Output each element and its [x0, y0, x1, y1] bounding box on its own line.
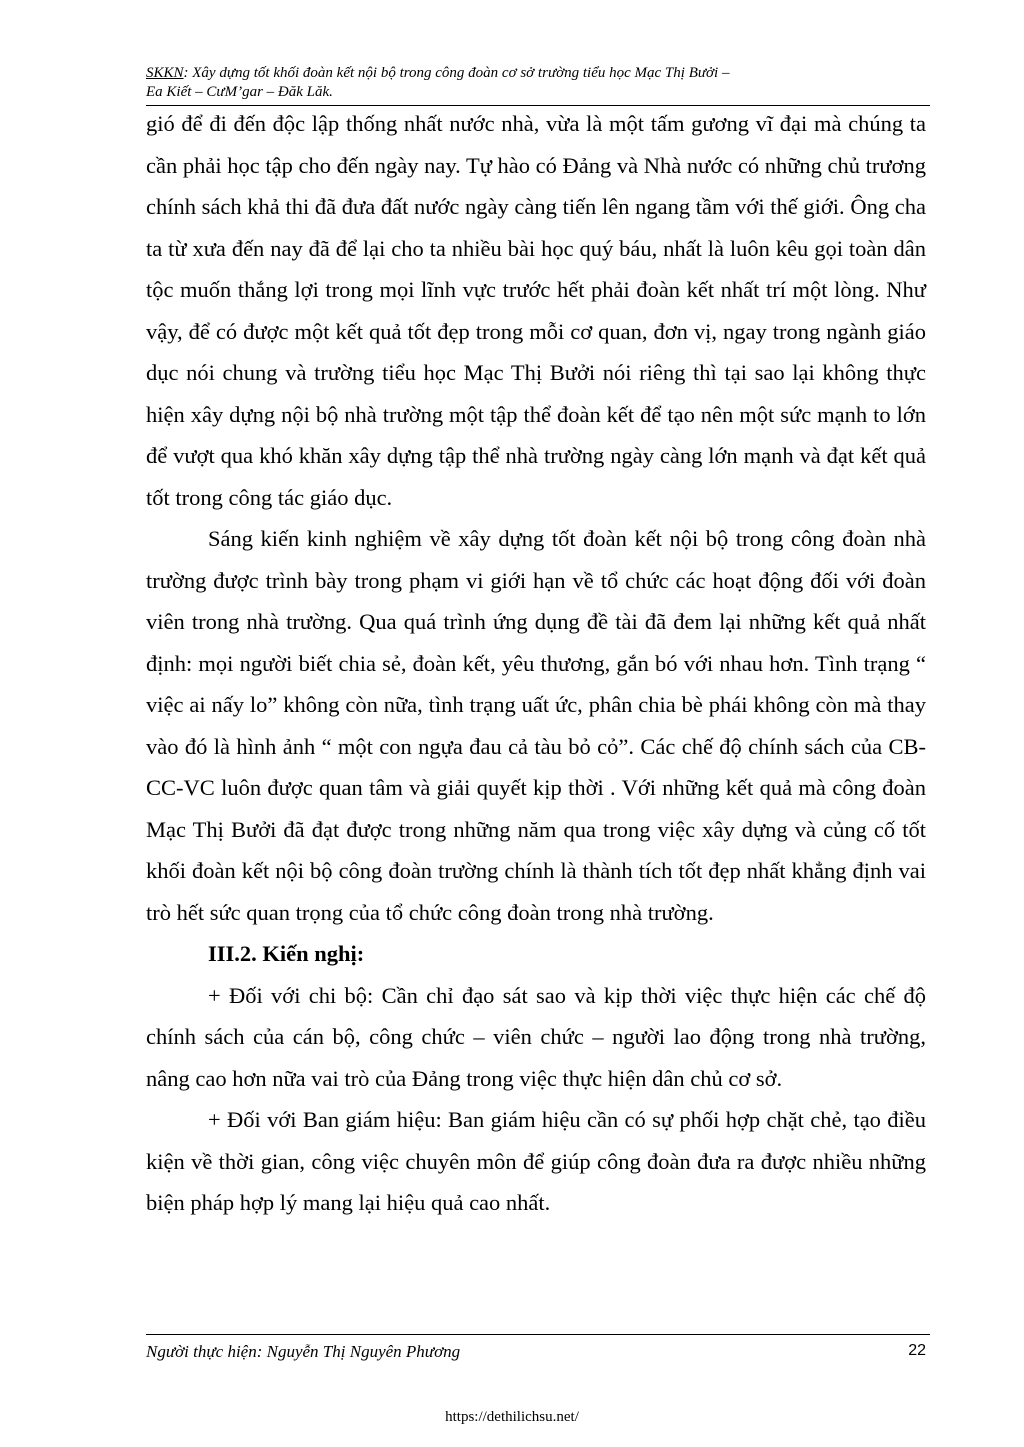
paragraph-3: + Đối với chi bộ: Cần chỉ đạo sát sao và kịp thời việc thực hiện các chế độ chính sách của cán bộ, công chức – viên chức – người lao động trong nhà trường, nâng cao hơn nữa vai trò của Đảng trong việc thực hiện dân chủ cơ sở.: [146, 982, 926, 1091]
paragraph-1: gió để đi đến độc lập thống nhất nước nhà, vừa là một tấm gương vĩ đại mà chúng ta cần phải học tập cho đến ngày nay. Tự hào có Đảng và Nhà nước có những chủ trương chính sách khả thi đã đưa đất nước ngày càng tiến lên ngang tầm với thế giới. Ông cha ta từ xưa đến nay đã để lại cho ta nhiều bài học quý báu, nhất là luôn kêu gọi toàn dân tộc muốn thắng lợi trong mọi lĩnh vực trước hết phải đoàn kết nhất trí một lòng. Như vậy, để có được một kết quả tốt đẹp trong mỗi cơ quan, đơn vị, ngay trong ngành giáo dục nói chung và trường tiểu học Mạc Thị Bưởi nói riêng thì tại sao lại không thực hiện xây dựng nội bộ nhà trường một tập thể đoàn kết để tạo nên một sức mạnh to lớn để vượt qua khó khăn xây dựng tập thể nhà trường ngày càng lớn mạnh và đạt kết quả tốt trong công tác giáo dục.: [146, 111, 926, 510]
paragraph-4: + Đối với Ban giám hiệu: Ban giám hiệu cần có sự phối hợp chặt chẻ, tạo điều kiện về thời gian, công việc chuyên môn để giúp công đoàn đưa ra được nhiều những biện pháp hợp lý mang lại hiệu quả cao nhất.: [146, 1107, 926, 1215]
paragraph-2: Sáng kiến kinh nghiệm về xây dựng tốt đoàn kết nội bộ trong công đoàn nhà trường được trình bày trong phạm vi giới hạn về tổ chức các hoạt động đối với đoàn viên trong nhà trường. Qua quá trình ứng dụng đề tài đã đem lại những kết quả nhất định: mọi người biết chia sẻ, đoàn kết, yêu thương, gắn bó với nhau hơn. Tình trạng “ việc ai nấy lo” không còn nữa, tình trạng uất ức, phân chia bè phái không còn mà thay vào đó là hình ảnh “ một con ngựa đau cả tàu bỏ cỏ”. Các chế độ chính sách của CB-CC-VC luôn được quan tâm và giải quyết kịp thời . Với những kết quả mà công đoàn Mạc Thị Bưởi đã đạt được trong những năm qua trong việc xây dựng và củng cố tốt khối đoàn kết nội bộ công đoàn trường chính là thành tích tốt đẹp nhất khẳng định vai trò hết sức quan trọng của tổ chức công đoàn trong nhà trường.: [146, 526, 926, 925]
running-header: [146, 64, 930, 106]
header-line-2: Ea Kiết – CưM’gar – Đăk Lăk.: [146, 84, 333, 100]
header-title-part-1: : Xây dựng tốt khối đoàn kết nội bộ trong công đoàn cơ sở trường tiểu học Mạc Thị Bưởi –: [183, 65, 730, 81]
page-footer: [146, 1334, 930, 1365]
footer-author: Người thực hiện: Nguyễn Thị Nguyên Phương: [146, 1342, 461, 1361]
page-number: 22: [908, 1342, 926, 1359]
header-line-1: [146, 64, 930, 83]
source-url: https://dethilichsu.net/: [445, 1409, 579, 1425]
section-heading: III.2. Kiến nghị:: [208, 941, 365, 966]
document-body: [146, 103, 926, 1224]
header-abbreviation: SKKN: [146, 65, 184, 81]
